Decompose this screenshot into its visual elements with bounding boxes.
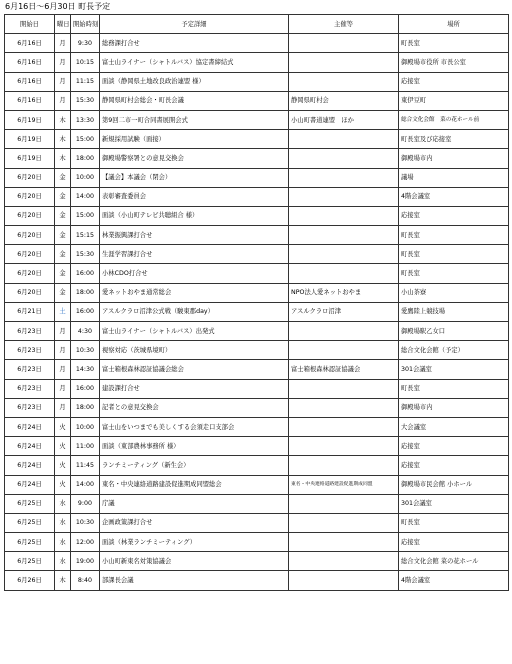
cell-place: 応接室 — [399, 206, 509, 225]
cell-organizer: 東名・中央連絡道路建設促進期成同盟 — [289, 475, 399, 494]
cell-place: 応接室 — [399, 456, 509, 475]
cell-place: 301会議室 — [399, 494, 509, 513]
cell-date: 6月23日 — [5, 379, 55, 398]
cell-place: 議場 — [399, 168, 509, 187]
table-row — [5, 533, 509, 552]
cell-date: 6月19日 — [5, 130, 55, 149]
cell-place: 4階会議室 — [399, 571, 509, 590]
cell-place: 小山茶寮 — [399, 283, 509, 302]
cell-time: 13:30 — [71, 110, 100, 129]
cell-organizer: アスルクラロ沼津 — [289, 302, 399, 321]
cell-date: 6月25日 — [5, 494, 55, 513]
cell-day: 木 — [55, 149, 71, 168]
cell-place: 応接室 — [399, 72, 509, 91]
cell-organizer — [289, 417, 399, 436]
cell-detail: 庁議 — [100, 494, 289, 513]
table-row — [5, 149, 509, 168]
cell-time: 15:30 — [71, 245, 100, 264]
cell-time: 4:30 — [71, 322, 100, 341]
cell-day: 水 — [55, 513, 71, 532]
cell-organizer: 富士箱根森林認証協議会 — [289, 360, 399, 379]
cell-detail: 富士山をいつまでも美しくする会須走口支部会 — [100, 417, 289, 436]
cell-organizer — [289, 494, 399, 513]
cell-organizer — [289, 341, 399, 360]
cell-detail: 面談（小山町テレビ共聴組合 様） — [100, 206, 289, 225]
table-row — [5, 110, 509, 129]
cell-detail: 建設課打合せ — [100, 379, 289, 398]
cell-detail: 愛ネットおやま通常総会 — [100, 283, 289, 302]
cell-date: 6月20日 — [5, 283, 55, 302]
cell-date: 6月26日 — [5, 571, 55, 590]
cell-day: 金 — [55, 168, 71, 187]
cell-day: 月 — [55, 360, 71, 379]
cell-time: 11:15 — [71, 72, 100, 91]
cell-date: 6月20日 — [5, 206, 55, 225]
table-row — [5, 417, 509, 436]
cell-detail: 富士山ライナー（シャトルバス）出発式 — [100, 322, 289, 341]
table-row — [5, 245, 509, 264]
cell-detail: 小林CDO打合せ — [100, 264, 289, 283]
cell-organizer — [289, 168, 399, 187]
cell-detail: 富士箱根森林認証協議会総会 — [100, 360, 289, 379]
cell-date: 6月19日 — [5, 110, 55, 129]
table-row — [5, 302, 509, 321]
cell-organizer — [289, 53, 399, 72]
cell-date: 6月23日 — [5, 322, 55, 341]
table-row — [5, 360, 509, 379]
cell-day: 月 — [55, 398, 71, 417]
cell-place: 応接室 — [399, 437, 509, 456]
cell-day: 木 — [55, 571, 71, 590]
schedule-table — [4, 14, 509, 591]
cell-organizer — [289, 379, 399, 398]
cell-detail: アスルクラロ沼津公式戦（駿東郡day） — [100, 302, 289, 321]
cell-detail: 面談（林業ランチミーティング） — [100, 533, 289, 552]
table-row — [5, 264, 509, 283]
cell-place: 総合文化会館 菜の花ホール前 — [399, 110, 509, 129]
table-row — [5, 226, 509, 245]
cell-organizer — [289, 398, 399, 417]
cell-date: 6月19日 — [5, 149, 55, 168]
cell-day: 木 — [55, 130, 71, 149]
cell-day: 月 — [55, 34, 71, 53]
cell-organizer — [289, 34, 399, 53]
cell-place: 大会議室 — [399, 417, 509, 436]
cell-detail: 林業振興課打合せ — [100, 226, 289, 245]
cell-date: 6月16日 — [5, 72, 55, 91]
cell-date: 6月21日 — [5, 302, 55, 321]
page-title: 6月16日～6月30日 町長予定 — [5, 2, 111, 11]
cell-time: 9:00 — [71, 494, 100, 513]
cell-day: 月 — [55, 53, 71, 72]
table-row — [5, 552, 509, 571]
cell-detail: 富士山ライナー（シャトルバス）協定書締結式 — [100, 53, 289, 72]
cell-date: 6月25日 — [5, 533, 55, 552]
cell-time: 15:00 — [71, 130, 100, 149]
cell-day: 金 — [55, 245, 71, 264]
header-day: 曜日 — [55, 15, 71, 34]
cell-time: 16:00 — [71, 302, 100, 321]
cell-day: 火 — [55, 475, 71, 494]
table-row — [5, 341, 509, 360]
table-row — [5, 494, 509, 513]
table-row — [5, 283, 509, 302]
table-row — [5, 130, 509, 149]
table-row — [5, 571, 509, 590]
cell-time: 15:00 — [71, 206, 100, 225]
cell-organizer — [289, 187, 399, 206]
cell-detail: 新規採用試験（面接） — [100, 130, 289, 149]
cell-time: 16:00 — [71, 264, 100, 283]
cell-detail: 面談（静岡県土地改良政治連盟 様） — [100, 72, 289, 91]
table-row — [5, 72, 509, 91]
cell-place: 応接室 — [399, 533, 509, 552]
cell-day: 月 — [55, 72, 71, 91]
cell-place: 4階会議室 — [399, 187, 509, 206]
cell-organizer — [289, 571, 399, 590]
cell-day: 土 — [55, 302, 71, 321]
cell-organizer: NPO法人愛ネットおやま — [289, 283, 399, 302]
cell-detail: 記者との意見交換会 — [100, 398, 289, 417]
cell-time: 10:30 — [71, 341, 100, 360]
cell-date: 6月20日 — [5, 168, 55, 187]
cell-day: 水 — [55, 494, 71, 513]
table-row — [5, 437, 509, 456]
cell-day: 金 — [55, 226, 71, 245]
cell-date: 6月16日 — [5, 91, 55, 110]
cell-place: 総合文化会館（予定） — [399, 341, 509, 360]
cell-time: 10:00 — [71, 417, 100, 436]
cell-organizer — [289, 206, 399, 225]
table-row — [5, 513, 509, 532]
cell-organizer — [289, 533, 399, 552]
cell-date: 6月16日 — [5, 53, 55, 72]
cell-organizer: 静岡県町村会 — [289, 91, 399, 110]
cell-time: 19:00 — [71, 552, 100, 571]
cell-time: 11:45 — [71, 456, 100, 475]
table-row — [5, 34, 509, 53]
cell-day: 火 — [55, 456, 71, 475]
cell-organizer — [289, 149, 399, 168]
cell-detail: 静岡県町村会総会・町長会議 — [100, 91, 289, 110]
cell-organizer — [289, 552, 399, 571]
cell-time: 18:00 — [71, 398, 100, 417]
cell-day: 水 — [55, 533, 71, 552]
cell-date: 6月25日 — [5, 552, 55, 571]
cell-place: 御殿場駅乙女口 — [399, 322, 509, 341]
cell-date: 6月23日 — [5, 398, 55, 417]
cell-detail: ランチミーティング（新生会） — [100, 456, 289, 475]
cell-day: 金 — [55, 187, 71, 206]
cell-day: 金 — [55, 264, 71, 283]
cell-time: 10:00 — [71, 168, 100, 187]
cell-organizer — [289, 245, 399, 264]
schedule-rows — [5, 34, 509, 590]
cell-place: 町長室及び応接室 — [399, 130, 509, 149]
cell-time: 14:00 — [71, 475, 100, 494]
cell-place: 東伊豆町 — [399, 91, 509, 110]
cell-time: 10:30 — [71, 513, 100, 532]
cell-organizer — [289, 72, 399, 91]
cell-detail: 小山町新東名対策協議会 — [100, 552, 289, 571]
table-row — [5, 322, 509, 341]
cell-time: 15:15 — [71, 226, 100, 245]
cell-detail: 東名・中央連絡道路建設促進期成同盟総会 — [100, 475, 289, 494]
cell-time: 14:00 — [71, 187, 100, 206]
cell-detail: 企画政策課打合せ — [100, 513, 289, 532]
cell-place: 町長室 — [399, 34, 509, 53]
header-detail: 予定詳細 — [100, 15, 289, 34]
cell-organizer — [289, 130, 399, 149]
cell-detail: 生涯学習課打合せ — [100, 245, 289, 264]
cell-date: 6月24日 — [5, 417, 55, 436]
cell-organizer — [289, 226, 399, 245]
cell-place: 町長室 — [399, 379, 509, 398]
cell-day: 月 — [55, 322, 71, 341]
header-place: 場所 — [399, 15, 509, 34]
cell-detail: 表彰審査委員会 — [100, 187, 289, 206]
cell-day: 月 — [55, 379, 71, 398]
cell-time: 16:00 — [71, 379, 100, 398]
cell-place: 町長室 — [399, 226, 509, 245]
cell-time: 12:00 — [71, 533, 100, 552]
cell-day: 水 — [55, 552, 71, 571]
cell-place: 町長室 — [399, 513, 509, 532]
cell-detail: 面談（東部農林事務所 様） — [100, 437, 289, 456]
cell-time: 18:00 — [71, 149, 100, 168]
cell-organizer — [289, 264, 399, 283]
cell-detail: 視察対応（茨城県境町） — [100, 341, 289, 360]
cell-time: 10:15 — [71, 53, 100, 72]
table-row — [5, 379, 509, 398]
cell-detail: 総務課打合せ — [100, 34, 289, 53]
header-time: 開始時刻 — [71, 15, 100, 34]
cell-date: 6月24日 — [5, 437, 55, 456]
cell-place: 町長室 — [399, 245, 509, 264]
cell-organizer — [289, 513, 399, 532]
table-row — [5, 456, 509, 475]
header-date: 開始日 — [5, 15, 55, 34]
cell-day: 火 — [55, 417, 71, 436]
cell-place: 御殿場市内 — [399, 149, 509, 168]
cell-place: 御殿場市役所 市長公室 — [399, 53, 509, 72]
cell-place: 御殿場市内 — [399, 398, 509, 417]
cell-place: 総合文化会館 菜の花ホール — [399, 552, 509, 571]
cell-place: 町長室 — [399, 264, 509, 283]
header-organizer: 主催等 — [289, 15, 399, 34]
table-row — [5, 53, 509, 72]
table-row — [5, 168, 509, 187]
table-row — [5, 187, 509, 206]
cell-day: 金 — [55, 206, 71, 225]
cell-time: 8:40 — [71, 571, 100, 590]
cell-date: 6月20日 — [5, 226, 55, 245]
cell-organizer — [289, 322, 399, 341]
table-row — [5, 475, 509, 494]
cell-date: 6月20日 — [5, 187, 55, 206]
header-row — [5, 15, 509, 34]
cell-date: 6月24日 — [5, 475, 55, 494]
cell-time: 14:30 — [71, 360, 100, 379]
cell-place: 御殿場市民会館 小ホール — [399, 475, 509, 494]
cell-date: 6月23日 — [5, 360, 55, 379]
table-row — [5, 91, 509, 110]
cell-organizer — [289, 456, 399, 475]
table-row — [5, 206, 509, 225]
cell-date: 6月16日 — [5, 34, 55, 53]
cell-date: 6月23日 — [5, 341, 55, 360]
cell-date: 6月25日 — [5, 513, 55, 532]
cell-detail: 第9回二市一町合同書展開会式 — [100, 110, 289, 129]
cell-place: 301会議室 — [399, 360, 509, 379]
cell-date: 6月20日 — [5, 245, 55, 264]
cell-date: 6月20日 — [5, 264, 55, 283]
cell-date: 6月24日 — [5, 456, 55, 475]
cell-time: 9:30 — [71, 34, 100, 53]
cell-detail: 御殿場警察署との意見交換会 — [100, 149, 289, 168]
cell-place: 愛鷹陸上競技場 — [399, 302, 509, 321]
cell-detail: 【議会】本議会（閉会） — [100, 168, 289, 187]
table-row — [5, 398, 509, 417]
cell-day: 木 — [55, 110, 71, 129]
cell-day: 月 — [55, 341, 71, 360]
cell-day: 月 — [55, 91, 71, 110]
cell-organizer — [289, 437, 399, 456]
cell-organizer: 小山町書道連盟 ほか — [289, 110, 399, 129]
cell-day: 金 — [55, 283, 71, 302]
cell-time: 15:30 — [71, 91, 100, 110]
cell-day: 火 — [55, 437, 71, 456]
cell-time: 11:00 — [71, 437, 100, 456]
cell-detail: 部課長会議 — [100, 571, 289, 590]
cell-time: 18:00 — [71, 283, 100, 302]
